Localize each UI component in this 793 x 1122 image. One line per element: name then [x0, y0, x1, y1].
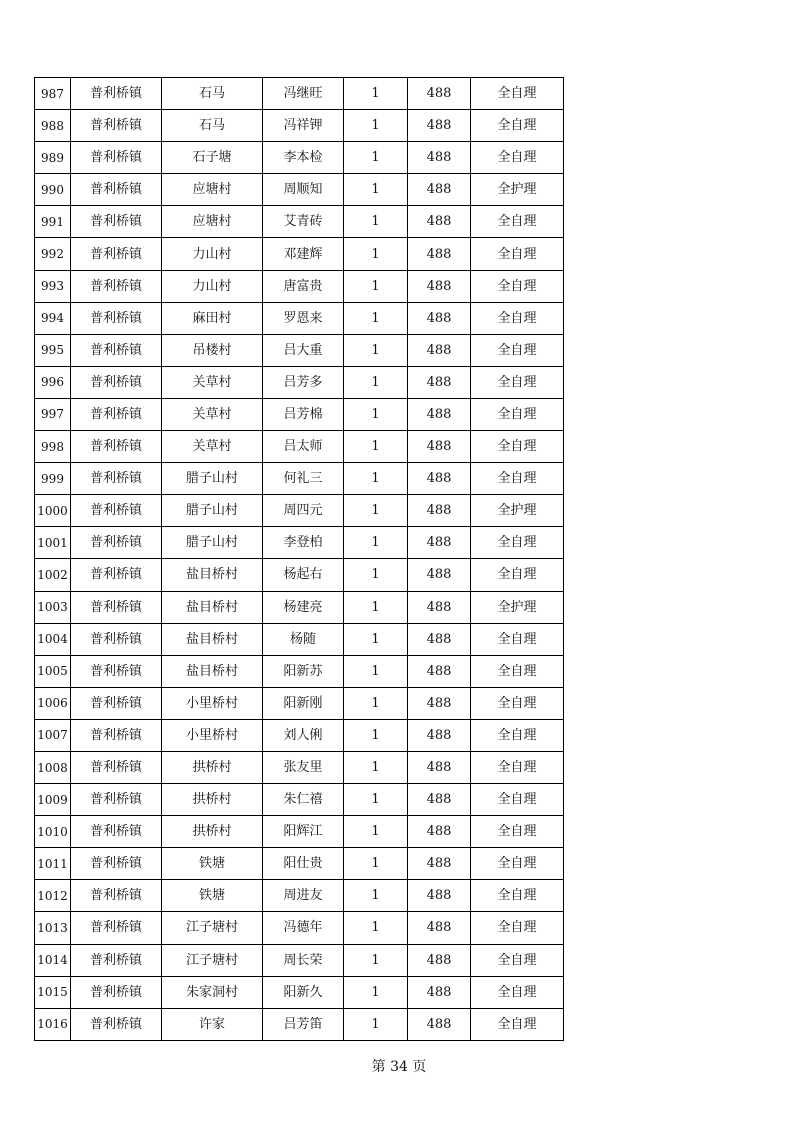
table-row: [35, 463, 564, 495]
amount-cell: 488: [408, 206, 471, 238]
name-cell: 周长荣: [263, 944, 344, 976]
count-cell: 1: [344, 463, 408, 495]
name-cell: 冯德年: [263, 912, 344, 944]
amount-cell: 488: [408, 848, 471, 880]
table-row: [35, 398, 564, 430]
name-cell: 邓建辉: [263, 238, 344, 270]
care-type-cell: 全护理: [471, 174, 564, 206]
row-number-cell: 1012: [35, 880, 71, 912]
row-number-cell: 1014: [35, 944, 71, 976]
name-cell: 阳辉江: [263, 816, 344, 848]
town-cell: 普利桥镇: [71, 334, 162, 366]
care-type-cell: 全自理: [471, 816, 564, 848]
amount-cell: 488: [408, 944, 471, 976]
care-type-cell: 全护理: [471, 495, 564, 527]
amount-cell: 488: [408, 976, 471, 1008]
row-number-cell: 1007: [35, 719, 71, 751]
count-cell: 1: [344, 912, 408, 944]
village-cell: 盐目桥村: [162, 591, 263, 623]
amount-cell: 488: [408, 334, 471, 366]
count-cell: 1: [344, 206, 408, 238]
town-cell: 普利桥镇: [71, 78, 162, 110]
village-cell: 拱桥村: [162, 784, 263, 816]
town-cell: 普利桥镇: [71, 944, 162, 976]
name-cell: 李登柏: [263, 527, 344, 559]
table-row: [35, 78, 564, 110]
amount-cell: 488: [408, 1008, 471, 1040]
count-cell: 1: [344, 270, 408, 302]
table-row: [35, 527, 564, 559]
name-cell: 唐富贵: [263, 270, 344, 302]
data-table: [34, 77, 564, 1041]
count-cell: 1: [344, 687, 408, 719]
care-type-cell: 全自理: [471, 944, 564, 976]
amount-cell: 488: [408, 527, 471, 559]
name-cell: 周四元: [263, 495, 344, 527]
table-row: [35, 655, 564, 687]
amount-cell: 488: [408, 270, 471, 302]
amount-cell: 488: [408, 142, 471, 174]
table-row: [35, 784, 564, 816]
care-type-cell: 全自理: [471, 623, 564, 655]
table-row: [35, 912, 564, 944]
name-cell: 杨起右: [263, 559, 344, 591]
count-cell: 1: [344, 1008, 408, 1040]
table-row: [35, 591, 564, 623]
table-row: [35, 976, 564, 1008]
village-cell: 拱桥村: [162, 751, 263, 783]
town-cell: 普利桥镇: [71, 463, 162, 495]
town-cell: 普利桥镇: [71, 591, 162, 623]
count-cell: 1: [344, 751, 408, 783]
town-cell: 普利桥镇: [71, 238, 162, 270]
table-row: [35, 270, 564, 302]
name-cell: 阳新久: [263, 976, 344, 1008]
name-cell: 阳仕贵: [263, 848, 344, 880]
village-cell: 盐目桥村: [162, 559, 263, 591]
table-row: [35, 142, 564, 174]
name-cell: 罗恩来: [263, 302, 344, 334]
name-cell: 吕太师: [263, 431, 344, 463]
care-type-cell: 全自理: [471, 848, 564, 880]
amount-cell: 488: [408, 431, 471, 463]
care-type-cell: 全自理: [471, 398, 564, 430]
town-cell: 普利桥镇: [71, 366, 162, 398]
row-number-cell: 997: [35, 398, 71, 430]
count-cell: 1: [344, 431, 408, 463]
town-cell: 普利桥镇: [71, 751, 162, 783]
care-type-cell: 全自理: [471, 110, 564, 142]
row-number-cell: 991: [35, 206, 71, 238]
amount-cell: 488: [408, 784, 471, 816]
count-cell: 1: [344, 366, 408, 398]
town-cell: 普利桥镇: [71, 655, 162, 687]
care-type-cell: 全自理: [471, 270, 564, 302]
count-cell: 1: [344, 142, 408, 174]
amount-cell: 488: [408, 366, 471, 398]
count-cell: 1: [344, 976, 408, 1008]
care-type-cell: 全自理: [471, 655, 564, 687]
table-row: [35, 495, 564, 527]
row-number-cell: 995: [35, 334, 71, 366]
count-cell: 1: [344, 559, 408, 591]
village-cell: 铁塘: [162, 848, 263, 880]
count-cell: 1: [344, 623, 408, 655]
care-type-cell: 全自理: [471, 463, 564, 495]
amount-cell: 488: [408, 174, 471, 206]
amount-cell: 488: [408, 687, 471, 719]
village-cell: 力山村: [162, 238, 263, 270]
care-type-cell: 全自理: [471, 431, 564, 463]
row-number-cell: 988: [35, 110, 71, 142]
table-body: [35, 78, 564, 1041]
care-type-cell: 全自理: [471, 366, 564, 398]
row-number-cell: 996: [35, 366, 71, 398]
name-cell: 何礼三: [263, 463, 344, 495]
name-cell: 冯继旺: [263, 78, 344, 110]
row-number-cell: 1004: [35, 623, 71, 655]
count-cell: 1: [344, 719, 408, 751]
town-cell: 普利桥镇: [71, 559, 162, 591]
town-cell: 普利桥镇: [71, 880, 162, 912]
amount-cell: 488: [408, 816, 471, 848]
village-cell: 关草村: [162, 398, 263, 430]
table-row: [35, 206, 564, 238]
village-cell: 应塘村: [162, 174, 263, 206]
count-cell: 1: [344, 334, 408, 366]
care-type-cell: 全自理: [471, 334, 564, 366]
name-cell: 吕芳多: [263, 366, 344, 398]
row-number-cell: 1008: [35, 751, 71, 783]
table-row: [35, 559, 564, 591]
row-number-cell: 989: [35, 142, 71, 174]
town-cell: 普利桥镇: [71, 976, 162, 1008]
village-cell: 许家: [162, 1008, 263, 1040]
count-cell: 1: [344, 110, 408, 142]
town-cell: 普利桥镇: [71, 398, 162, 430]
amount-cell: 488: [408, 655, 471, 687]
name-cell: 杨随: [263, 623, 344, 655]
care-type-cell: 全自理: [471, 1008, 564, 1040]
town-cell: 普利桥镇: [71, 816, 162, 848]
row-number-cell: 1011: [35, 848, 71, 880]
village-cell: 应塘村: [162, 206, 263, 238]
row-number-cell: 1013: [35, 912, 71, 944]
table-row: [35, 848, 564, 880]
care-type-cell: 全自理: [471, 687, 564, 719]
amount-cell: 488: [408, 591, 471, 623]
village-cell: 小里桥村: [162, 719, 263, 751]
row-number-cell: 1015: [35, 976, 71, 1008]
table-row: [35, 944, 564, 976]
count-cell: 1: [344, 784, 408, 816]
village-cell: 腊子山村: [162, 527, 263, 559]
care-type-cell: 全自理: [471, 912, 564, 944]
row-number-cell: 1016: [35, 1008, 71, 1040]
town-cell: 普利桥镇: [71, 623, 162, 655]
table-row: [35, 816, 564, 848]
table-row: [35, 1008, 564, 1040]
town-cell: 普利桥镇: [71, 174, 162, 206]
table-row: [35, 719, 564, 751]
town-cell: 普利桥镇: [71, 302, 162, 334]
amount-cell: 488: [408, 623, 471, 655]
row-number-cell: 998: [35, 431, 71, 463]
row-number-cell: 1010: [35, 816, 71, 848]
village-cell: 腊子山村: [162, 463, 263, 495]
name-cell: 冯祥钾: [263, 110, 344, 142]
table-row: [35, 366, 564, 398]
town-cell: 普利桥镇: [71, 110, 162, 142]
count-cell: 1: [344, 591, 408, 623]
table-row: [35, 751, 564, 783]
name-cell: 吕大重: [263, 334, 344, 366]
care-type-cell: 全自理: [471, 78, 564, 110]
village-cell: 关草村: [162, 431, 263, 463]
row-number-cell: 1002: [35, 559, 71, 591]
amount-cell: 488: [408, 302, 471, 334]
town-cell: 普利桥镇: [71, 1008, 162, 1040]
count-cell: 1: [344, 816, 408, 848]
table-row: [35, 238, 564, 270]
table-row: [35, 687, 564, 719]
name-cell: 吕芳棉: [263, 398, 344, 430]
count-cell: 1: [344, 174, 408, 206]
amount-cell: 488: [408, 78, 471, 110]
table-row: [35, 334, 564, 366]
care-type-cell: 全自理: [471, 880, 564, 912]
care-type-cell: 全自理: [471, 751, 564, 783]
row-number-cell: 987: [35, 78, 71, 110]
care-type-cell: 全自理: [471, 238, 564, 270]
table-row: [35, 623, 564, 655]
table-row: [35, 174, 564, 206]
village-cell: 石马: [162, 110, 263, 142]
town-cell: 普利桥镇: [71, 848, 162, 880]
table-row: [35, 880, 564, 912]
amount-cell: 488: [408, 495, 471, 527]
village-cell: 拱桥村: [162, 816, 263, 848]
town-cell: 普利桥镇: [71, 206, 162, 238]
village-cell: 关草村: [162, 366, 263, 398]
village-cell: 江子塘村: [162, 944, 263, 976]
amount-cell: 488: [408, 912, 471, 944]
name-cell: 杨建亮: [263, 591, 344, 623]
row-number-cell: 1003: [35, 591, 71, 623]
village-cell: 朱家洞村: [162, 976, 263, 1008]
care-type-cell: 全自理: [471, 719, 564, 751]
village-cell: 腊子山村: [162, 495, 263, 527]
count-cell: 1: [344, 238, 408, 270]
village-cell: 盐目桥村: [162, 623, 263, 655]
town-cell: 普利桥镇: [71, 431, 162, 463]
name-cell: 刘人俐: [263, 719, 344, 751]
village-cell: 盐目桥村: [162, 655, 263, 687]
count-cell: 1: [344, 848, 408, 880]
table-row: [35, 302, 564, 334]
care-type-cell: 全护理: [471, 591, 564, 623]
count-cell: 1: [344, 944, 408, 976]
row-number-cell: 1001: [35, 527, 71, 559]
row-number-cell: 1005: [35, 655, 71, 687]
table-row: [35, 431, 564, 463]
town-cell: 普利桥镇: [71, 495, 162, 527]
count-cell: 1: [344, 880, 408, 912]
town-cell: 普利桥镇: [71, 912, 162, 944]
row-number-cell: 993: [35, 270, 71, 302]
amount-cell: 488: [408, 110, 471, 142]
row-number-cell: 1000: [35, 495, 71, 527]
town-cell: 普利桥镇: [71, 784, 162, 816]
name-cell: 阳新苏: [263, 655, 344, 687]
name-cell: 张友里: [263, 751, 344, 783]
count-cell: 1: [344, 302, 408, 334]
name-cell: 阳新刚: [263, 687, 344, 719]
row-number-cell: 994: [35, 302, 71, 334]
care-type-cell: 全自理: [471, 559, 564, 591]
count-cell: 1: [344, 78, 408, 110]
page-number: 第 34 页: [371, 1059, 427, 1075]
name-cell: 艾青砖: [263, 206, 344, 238]
amount-cell: 488: [408, 880, 471, 912]
row-number-cell: 1009: [35, 784, 71, 816]
count-cell: 1: [344, 655, 408, 687]
row-number-cell: 990: [35, 174, 71, 206]
village-cell: 石马: [162, 78, 263, 110]
care-type-cell: 全自理: [471, 142, 564, 174]
name-cell: 朱仁禧: [263, 784, 344, 816]
village-cell: 铁塘: [162, 880, 263, 912]
count-cell: 1: [344, 398, 408, 430]
village-cell: 石子塘: [162, 142, 263, 174]
row-number-cell: 999: [35, 463, 71, 495]
row-number-cell: 992: [35, 238, 71, 270]
table-row: [35, 110, 564, 142]
town-cell: 普利桥镇: [71, 687, 162, 719]
amount-cell: 488: [408, 238, 471, 270]
village-cell: 麻田村: [162, 302, 263, 334]
town-cell: 普利桥镇: [71, 527, 162, 559]
name-cell: 周进友: [263, 880, 344, 912]
name-cell: 李本检: [263, 142, 344, 174]
care-type-cell: 全自理: [471, 976, 564, 1008]
town-cell: 普利桥镇: [71, 270, 162, 302]
amount-cell: 488: [408, 751, 471, 783]
town-cell: 普利桥镇: [71, 142, 162, 174]
amount-cell: 488: [408, 559, 471, 591]
name-cell: 周顺知: [263, 174, 344, 206]
care-type-cell: 全自理: [471, 206, 564, 238]
count-cell: 1: [344, 495, 408, 527]
amount-cell: 488: [408, 463, 471, 495]
care-type-cell: 全自理: [471, 784, 564, 816]
care-type-cell: 全自理: [471, 527, 564, 559]
row-number-cell: 1006: [35, 687, 71, 719]
care-type-cell: 全自理: [471, 302, 564, 334]
amount-cell: 488: [408, 719, 471, 751]
village-cell: 江子塘村: [162, 912, 263, 944]
village-cell: 小里桥村: [162, 687, 263, 719]
name-cell: 吕芳笛: [263, 1008, 344, 1040]
count-cell: 1: [344, 527, 408, 559]
town-cell: 普利桥镇: [71, 719, 162, 751]
amount-cell: 488: [408, 398, 471, 430]
village-cell: 吊楼村: [162, 334, 263, 366]
village-cell: 力山村: [162, 270, 263, 302]
